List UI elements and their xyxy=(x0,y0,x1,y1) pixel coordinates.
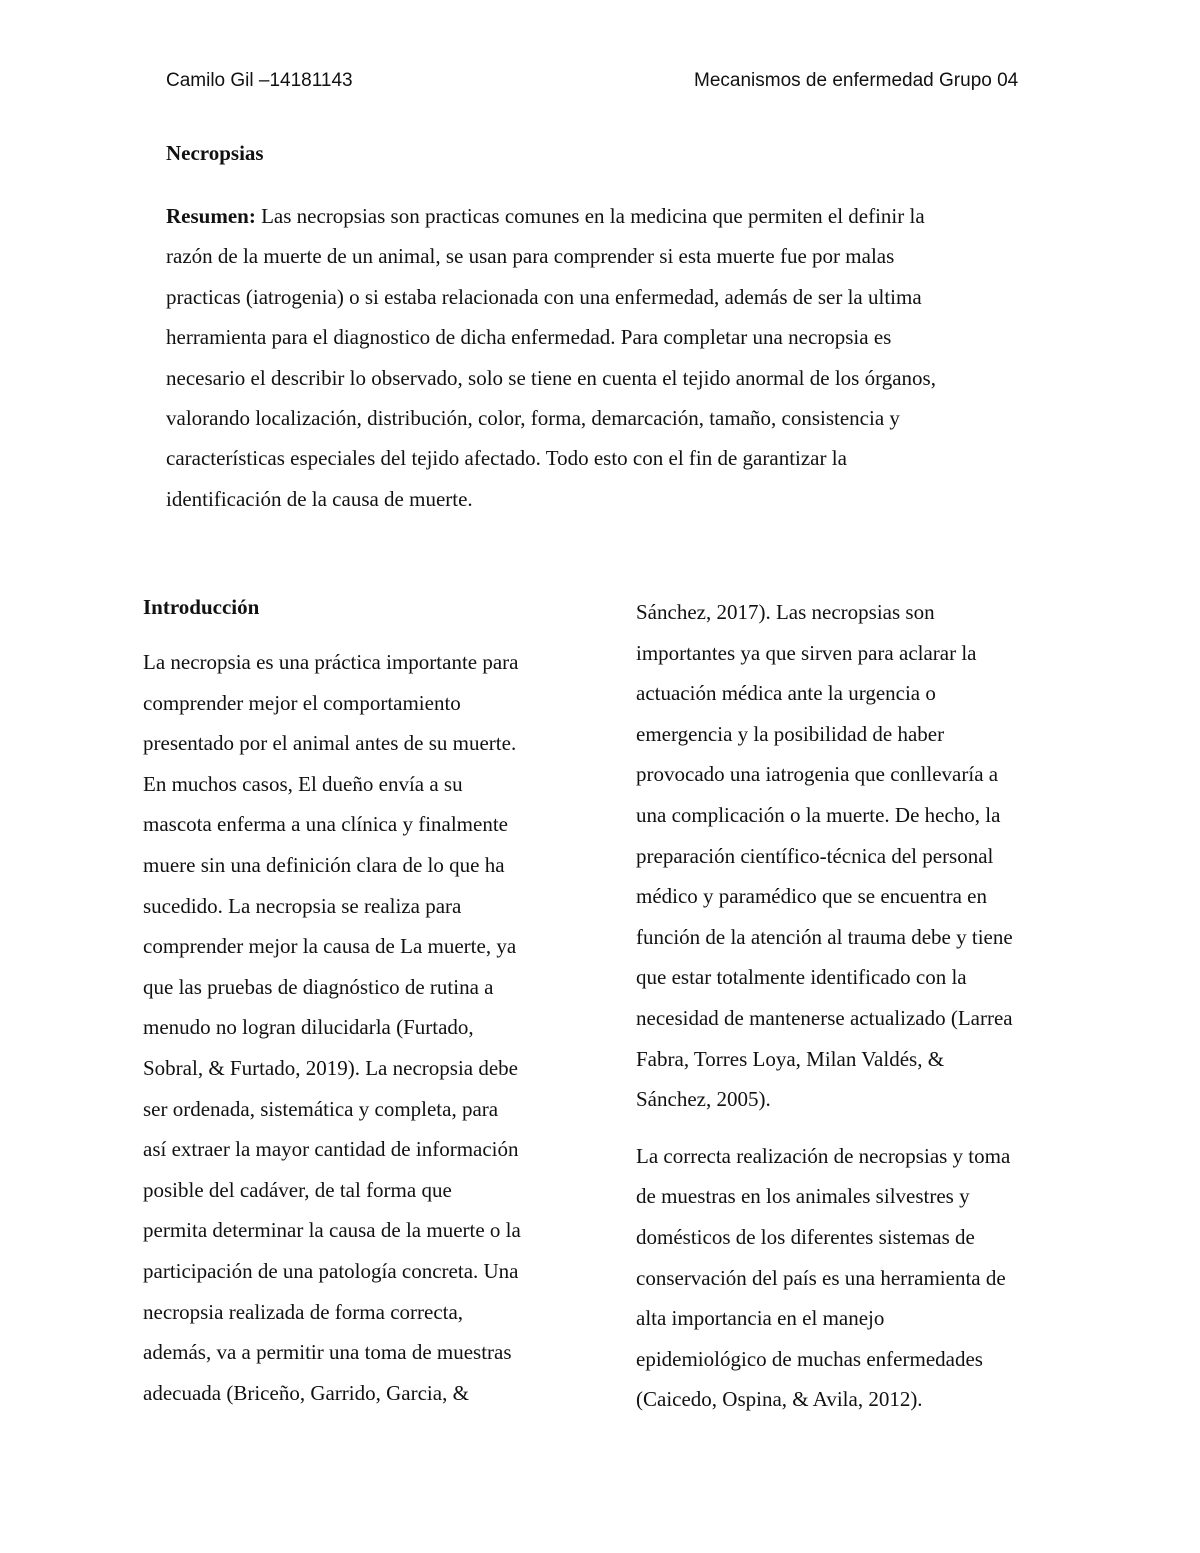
text-line: domésticos de los diferentes sistemas de xyxy=(636,1224,975,1249)
intro-paragraph-1 xyxy=(143,642,583,1413)
text-line: sucedido. La necropsia se realiza para xyxy=(143,893,462,918)
abstract-line xyxy=(166,196,1046,236)
text-line: que estar totalmente identificado con la xyxy=(636,965,967,990)
text-line: así extraer la mayor cantidad de información xyxy=(143,1137,519,1162)
text-line: ser ordenada, sistemática y completa, para xyxy=(143,1096,499,1121)
text-line: preparación científico-técnica del personal xyxy=(636,843,994,868)
text-line: importantes ya que sirven para aclarar la xyxy=(636,640,977,665)
text-line: Sánchez, 2005). xyxy=(636,1087,771,1112)
text-line: además, va a permitir una toma de muestras xyxy=(143,1340,512,1365)
left-column xyxy=(143,592,583,1413)
abstract xyxy=(166,196,1046,519)
text-line: mascota enferma a una clínica y finalmente xyxy=(143,812,508,837)
text-line: una complicación o la muerte. De hecho, la xyxy=(636,802,1001,827)
text-line: Fabra, Torres Loya, Milan Valdés, & xyxy=(636,1046,945,1071)
text-line: de muestras en los animales silvestres y xyxy=(636,1184,970,1209)
abstract-line: necesario el describir lo observado, solo se tiene en cuenta el tejido anormal de los órganos, xyxy=(166,365,936,390)
text-line: Sobral, & Furtado, 2019). La necropsia debe xyxy=(143,1055,518,1080)
abstract-line: practicas (iatrogenia) o si estaba relacionada con una enfermedad, además de ser la ultima xyxy=(166,284,922,309)
section-heading: Introducción xyxy=(143,595,260,619)
abstract-label: Resumen: xyxy=(166,204,256,228)
text-line: Sánchez, 2017). Las necropsias son xyxy=(636,600,935,624)
abstract-line: características especiales del tejido afectado. Todo esto con el fin de garantizar la xyxy=(166,446,847,471)
text-line: necesidad de mantenerse actualizado (Larrea xyxy=(636,1005,1013,1030)
text-line: comprender mejor el comportamiento xyxy=(143,690,461,715)
text-line: La correcta realización de necropsias y toma xyxy=(636,1143,1011,1168)
abstract-line: herramienta para el diagnostico de dicha enfermedad. Para completar una necropsia es xyxy=(166,325,892,350)
text-line: epidemiológico de muchas enfermedades xyxy=(636,1346,983,1371)
intro-paragraph-2 xyxy=(636,1136,1076,1420)
text-line: (Caicedo, Ospina, & Avila, 2012). xyxy=(636,1387,923,1412)
text-line: conservación del país es una herramienta de xyxy=(636,1265,1006,1290)
text-line: provocado una iatrogenia que conllevaría a xyxy=(636,762,999,787)
text-line: En muchos casos, El dueño envía a su xyxy=(143,771,463,796)
text-line: emergencia y la posibilidad de haber xyxy=(636,721,945,746)
text-line: permita determinar la causa de la muerte o la xyxy=(143,1218,521,1243)
abstract-first-line: Las necropsias son practicas comunes en la medicina que permiten el definir la xyxy=(255,204,925,228)
header-author: Camilo Gil –14181143 xyxy=(166,70,353,91)
text-line: actuación médica ante la urgencia o xyxy=(636,681,936,706)
text-line: comprender mejor la causa de La muerte, ya xyxy=(143,934,517,959)
text-line: La necropsia es una práctica importante para xyxy=(143,650,519,674)
intro-paragraph-1-continued xyxy=(636,592,1076,1120)
header-course: Mecanismos de enfermedad Grupo 04 xyxy=(694,70,1019,91)
text-line: presentado por el animal antes de su muerte. xyxy=(143,731,517,756)
abstract-line: identificación de la causa de muerte. xyxy=(166,486,473,511)
text-line: muere sin una definición clara de lo que ha xyxy=(143,852,505,877)
text-line: función de la atención al trauma debe y tiene xyxy=(636,924,1013,949)
text-line: médico y paramédico que se encuentra en xyxy=(636,884,988,909)
page-title: Necropsias xyxy=(166,141,264,165)
abstract-line: razón de la muerte de un animal, se usan para comprender si esta muerte fue por malas xyxy=(166,244,895,269)
text-line: adecuada (Briceño, Garrido, Garcia, & xyxy=(143,1380,469,1405)
text-line: alta importancia en el manejo xyxy=(636,1306,885,1331)
text-line: posible del cadáver, de tal forma que xyxy=(143,1177,452,1202)
abstract-line: valorando localización, distribución, color, forma, demarcación, tamaño, consistencia y xyxy=(166,405,900,430)
right-column xyxy=(636,592,1076,1420)
text-line: necropsia realizada de forma correcta, xyxy=(143,1299,464,1324)
paragraph-gap xyxy=(636,1120,1076,1136)
text-line: participación de una patología concreta. Una xyxy=(143,1258,519,1283)
text-line: menudo no logran dilucidarla (Furtado, xyxy=(143,1015,474,1040)
text-line: que las pruebas de diagnóstico de rutina a xyxy=(143,974,494,999)
